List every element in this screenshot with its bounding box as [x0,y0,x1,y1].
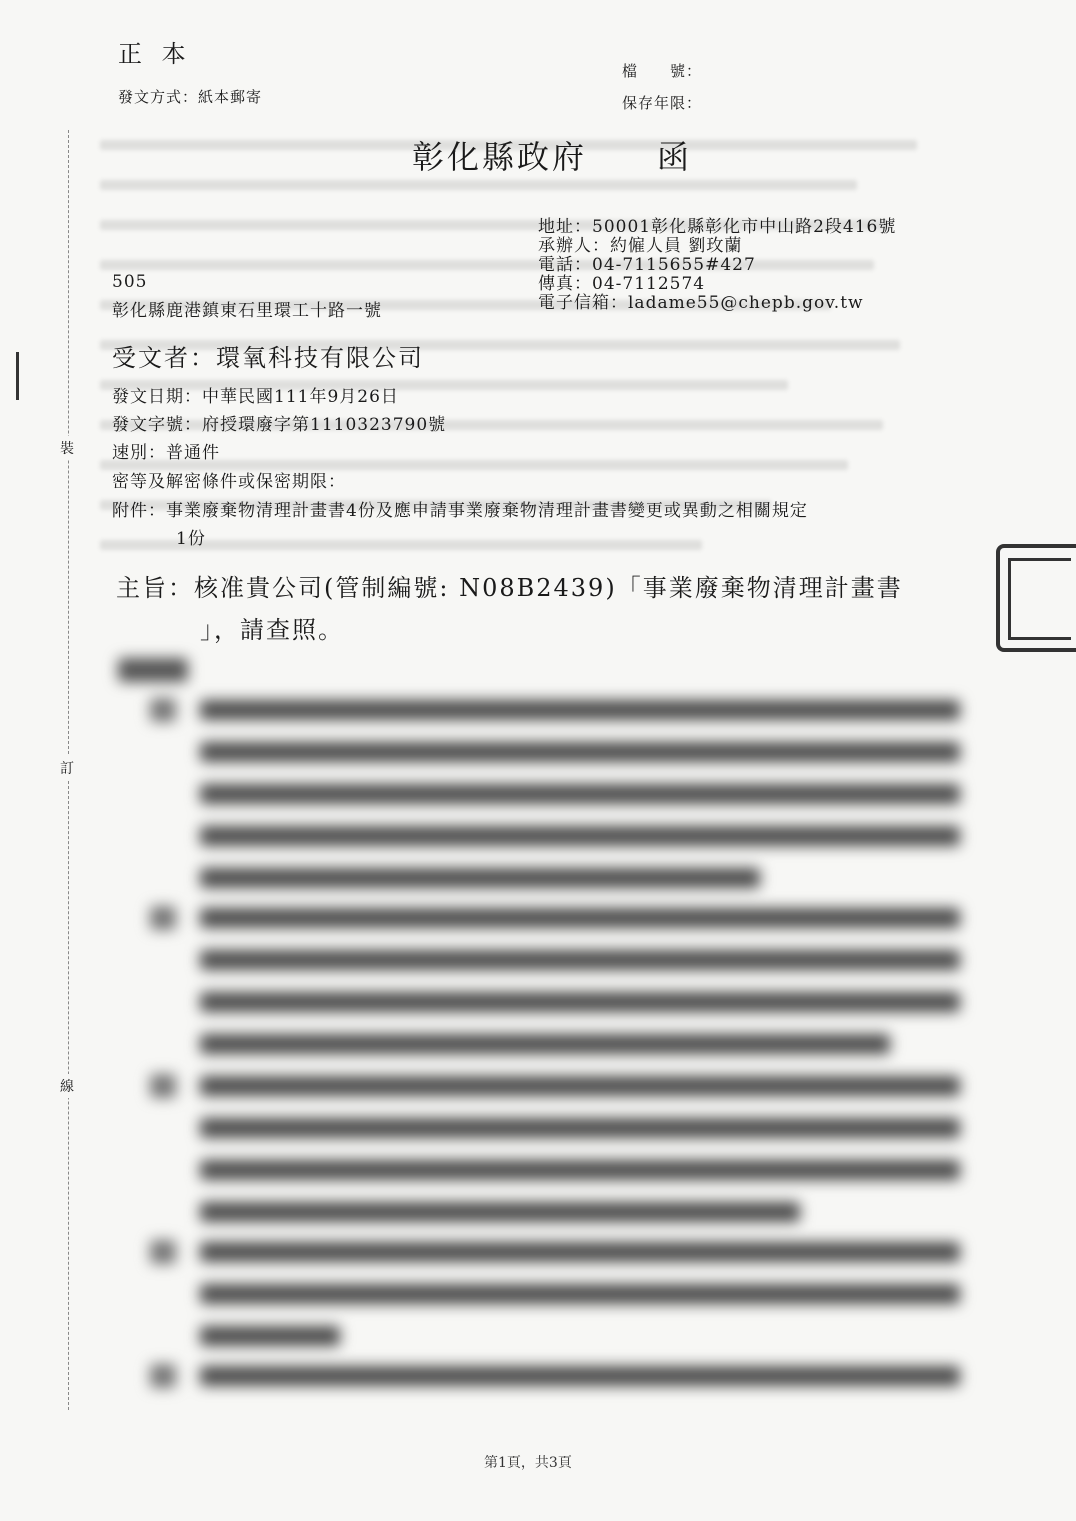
sender-phone: 電話：04-7115655#427 [538,255,756,275]
sender-address: 地址：50001彰化縣彰化市中山路2段416號 [538,217,897,237]
subject-line-2: 」，請查照。 [200,616,344,644]
issue-date: 發文日期：中華民國111年9月26日 [112,387,399,407]
binding-char-xian: 線 [60,1074,74,1098]
sender-handler: 承辦人：約僱人員 劉玫蘭 [538,236,743,256]
recipient: 受文者：環氧科技有限公司 [112,344,424,372]
send-method: 發文方式：紙本郵寄 [118,88,263,106]
attachment-line-1: 附件：事業廢棄物清理計畫書4份及應申請事業廢棄物清理計畫書變更或異動之相關規定 [112,501,808,521]
copy-type: 正 本 [118,40,192,68]
retention-period: 保存年限： [622,94,703,112]
document-number: 發文字號：府授環廢字第1110323790號 [112,415,447,435]
file-number: 檔 號： [622,62,703,80]
recipient-zip: 505 [112,272,148,292]
speed-class: 速別：普通件 [112,443,220,463]
binding-char-zhuang: 裝 [60,436,74,460]
document-title: 彰化縣政府 函 [412,138,693,176]
recipient-address: 彰化縣鹿港鎮東石里環工十路一號 [112,301,382,321]
secrecy-level: 密等及解密條件或保密期限： [112,472,346,492]
attachment-line-2: 1份 [176,529,206,549]
subject-line-1: 主旨：核准貴公司(管制編號: N08B2439)「事業廢棄物清理計畫書 [116,574,903,602]
binding-char-ding: 訂 [60,756,74,780]
sender-email: 電子信箱：ladame55@chepb.gov.tw [538,293,864,313]
sender-fax: 傳真：04-7112574 [538,274,706,294]
page-number: 第1頁，共3頁 [484,1455,572,1471]
